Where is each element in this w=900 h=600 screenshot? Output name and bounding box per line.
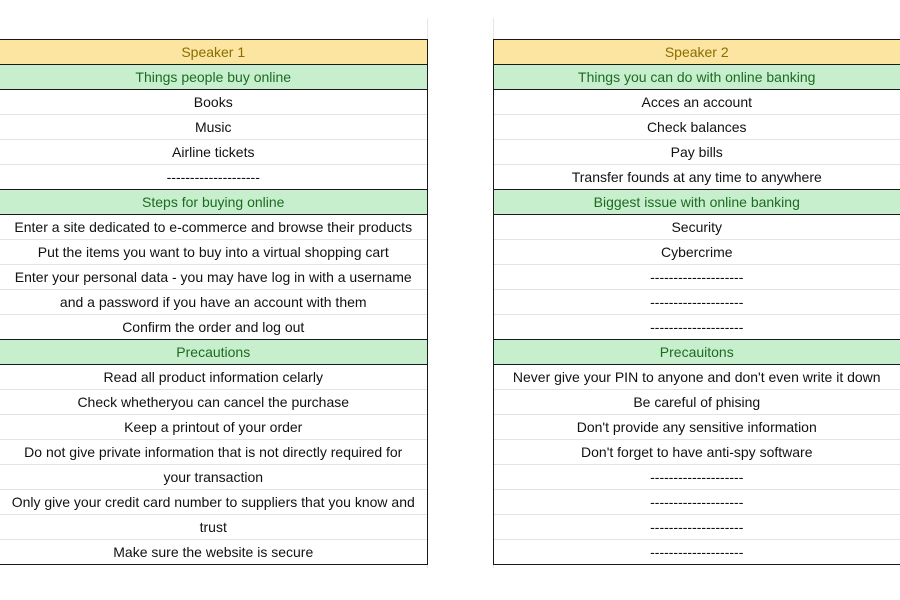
gap-cell	[427, 340, 493, 365]
cell-speaker-2[interactable]: Don't provide any sensitive information	[493, 415, 900, 440]
table-row	[0, 265, 900, 290]
section-title-right[interactable]: Things you can do with online banking	[493, 65, 900, 90]
section-title-left[interactable]: Steps for buying online	[0, 190, 427, 215]
cell-speaker-1[interactable]: Only give your credit card number to suppliers that you know and	[0, 490, 427, 515]
section-title-right[interactable]: Precauitons	[493, 340, 900, 365]
cell-speaker-1[interactable]: Make sure the website is secure	[0, 540, 427, 565]
section-header-row	[0, 340, 900, 365]
gap-cell	[427, 215, 493, 240]
comparison-table	[0, 39, 900, 565]
gap-cell	[427, 240, 493, 265]
gap-cell	[427, 540, 493, 565]
cell-speaker-2[interactable]: Never give your PIN to anyone and don't even write it down	[493, 365, 900, 390]
speaker-header-row	[0, 40, 900, 65]
cell-speaker-1[interactable]: Books	[0, 90, 427, 115]
cell-speaker-2[interactable]: --------------------	[493, 290, 900, 315]
table-row	[0, 240, 900, 265]
cell-speaker-1[interactable]: Confirm the order and log out	[0, 315, 427, 340]
table-row	[0, 90, 900, 115]
cell-speaker-1[interactable]: Airline tickets	[0, 140, 427, 165]
table-row	[0, 465, 900, 490]
gap-cell	[427, 390, 493, 415]
cell-speaker-1[interactable]: Enter a site dedicated to e-commerce and browse their products	[0, 215, 427, 240]
table-row	[0, 165, 900, 190]
gap-cell	[427, 365, 493, 390]
cell-speaker-2[interactable]: Cybercrime	[493, 240, 900, 265]
cell-speaker-1[interactable]: Keep a printout of your order	[0, 415, 427, 440]
gap-cell	[427, 290, 493, 315]
gap-cell	[427, 465, 493, 490]
speaker-2-header[interactable]: Speaker 2	[493, 40, 900, 65]
cell-speaker-1[interactable]: trust	[0, 515, 427, 540]
cell-speaker-2[interactable]: --------------------	[493, 515, 900, 540]
section-title-left[interactable]: Things people buy online	[0, 65, 427, 90]
gap-cell	[427, 165, 493, 190]
cell-speaker-1[interactable]: Music	[0, 115, 427, 140]
cell-speaker-2[interactable]: --------------------	[493, 265, 900, 290]
cell-speaker-2[interactable]: Transfer founds at any time to anywhere	[493, 165, 900, 190]
cell-speaker-2[interactable]: Pay bills	[493, 140, 900, 165]
table-row	[0, 440, 900, 465]
gap-cell	[427, 140, 493, 165]
cell-speaker-1[interactable]: and a password if you have an account with them	[0, 290, 427, 315]
table-row	[0, 490, 900, 515]
cell-speaker-1[interactable]: Put the items you want to buy into a virtual shopping cart	[0, 240, 427, 265]
gap-cell	[427, 65, 493, 90]
gap-cell	[427, 265, 493, 290]
cell-speaker-2[interactable]: --------------------	[493, 465, 900, 490]
gridline-left	[427, 18, 428, 40]
cell-speaker-1[interactable]: Enter your personal data - you may have log in with a username	[0, 265, 427, 290]
gap-cell	[427, 490, 493, 515]
table-row	[0, 515, 900, 540]
table-row	[0, 390, 900, 415]
cell-speaker-2[interactable]: --------------------	[493, 315, 900, 340]
section-title-right[interactable]: Biggest issue with online banking	[493, 190, 900, 215]
table-row	[0, 290, 900, 315]
gap-cell	[427, 315, 493, 340]
cell-speaker-2[interactable]: --------------------	[493, 490, 900, 515]
table-row	[0, 215, 900, 240]
table-row	[0, 115, 900, 140]
cell-speaker-1[interactable]: Read all product information celarly	[0, 365, 427, 390]
cell-speaker-2[interactable]: Check balances	[493, 115, 900, 140]
speaker-1-header[interactable]: Speaker 1	[0, 40, 427, 65]
table-row	[0, 415, 900, 440]
gap-cell	[427, 90, 493, 115]
table-row	[0, 365, 900, 390]
section-header-row	[0, 65, 900, 90]
table-row	[0, 315, 900, 340]
gap-cell	[427, 190, 493, 215]
table-row	[0, 540, 900, 565]
cell-speaker-1[interactable]: your transaction	[0, 465, 427, 490]
table-row	[0, 140, 900, 165]
gap-cell	[427, 415, 493, 440]
gap-cell	[427, 115, 493, 140]
cell-speaker-2[interactable]: Acces an account	[493, 90, 900, 115]
section-header-row	[0, 190, 900, 215]
gridline-right	[493, 18, 494, 40]
section-title-left[interactable]: Precautions	[0, 340, 427, 365]
gap-cell	[427, 440, 493, 465]
cell-speaker-2[interactable]: Security	[493, 215, 900, 240]
gap-cell	[427, 40, 493, 65]
cell-speaker-1[interactable]: Do not give private information that is not directly required for	[0, 440, 427, 465]
cell-speaker-2[interactable]: Don't forget to have anti-spy software	[493, 440, 900, 465]
cell-speaker-2[interactable]: Be careful of phising	[493, 390, 900, 415]
cell-speaker-1[interactable]: --------------------	[0, 165, 427, 190]
cell-speaker-1[interactable]: Check whetheryou can cancel the purchase	[0, 390, 427, 415]
cell-speaker-2[interactable]: --------------------	[493, 540, 900, 565]
gap-cell	[427, 515, 493, 540]
